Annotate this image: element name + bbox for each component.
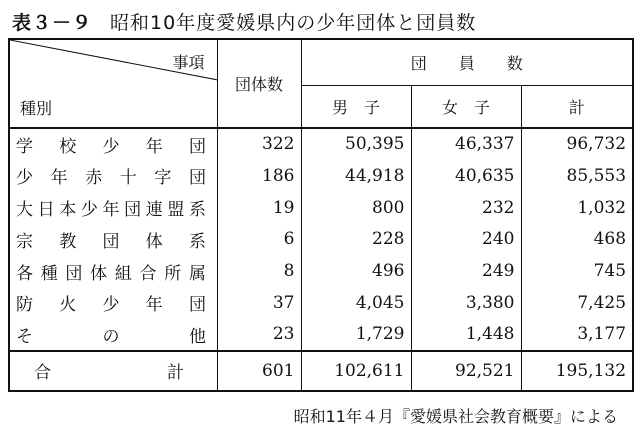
row-label bbox=[9, 128, 217, 160]
header-male-label: 男 子 bbox=[331, 98, 380, 118]
grand-total-value: 195,132 bbox=[521, 351, 633, 391]
header-total-cell bbox=[521, 86, 633, 128]
female-value: 232 bbox=[411, 192, 521, 224]
row-label-text: 大 日 本 少 年 団 連 盟 系 bbox=[16, 200, 206, 221]
total-row-label-text: 合 計 bbox=[34, 363, 184, 384]
total-male-value: 102,611 bbox=[301, 351, 411, 391]
total-value: 7,425 bbox=[521, 287, 633, 319]
row-label bbox=[9, 319, 217, 351]
total-groups-value: 601 bbox=[217, 351, 301, 391]
male-value: 50,395 bbox=[301, 128, 411, 160]
header-members-cell bbox=[301, 39, 633, 86]
groups-value: 37 bbox=[217, 287, 301, 319]
female-value: 40,635 bbox=[411, 160, 521, 192]
male-value: 496 bbox=[301, 255, 411, 287]
row-label-text: 各 種 団 体 組 合 所 属 bbox=[16, 263, 206, 284]
male-value: 800 bbox=[301, 192, 411, 224]
groups-value: 23 bbox=[217, 319, 301, 351]
table-row bbox=[9, 319, 633, 351]
groups-value: 186 bbox=[217, 160, 301, 192]
male-value: 4,045 bbox=[301, 287, 411, 319]
total-value: 96,732 bbox=[521, 128, 633, 160]
table-row bbox=[9, 192, 633, 224]
table-row bbox=[9, 223, 633, 255]
total-value: 85,553 bbox=[521, 160, 633, 192]
row-label bbox=[9, 255, 217, 287]
total-row bbox=[9, 351, 633, 391]
female-value: 249 bbox=[411, 255, 521, 287]
header-item-label: 事項 bbox=[172, 53, 205, 72]
header-groups-cell bbox=[217, 39, 301, 128]
statistics-table bbox=[8, 38, 634, 392]
row-label-text: 少 年 赤 十 字 団 bbox=[16, 168, 206, 189]
groups-value: 19 bbox=[217, 192, 301, 224]
table-row bbox=[9, 128, 633, 160]
header-female-cell bbox=[411, 86, 521, 128]
total-row-label bbox=[9, 351, 217, 391]
table-row bbox=[9, 287, 633, 319]
table-row bbox=[9, 255, 633, 287]
total-female-value: 92,521 bbox=[411, 351, 521, 391]
row-label bbox=[9, 223, 217, 255]
source-note: 昭和11年４月『愛媛県社会教育概要』による bbox=[293, 407, 618, 426]
total-value: 1,032 bbox=[521, 192, 633, 224]
row-label-text: 防 火 少 年 団 bbox=[16, 295, 206, 316]
total-value: 3,177 bbox=[521, 319, 633, 351]
row-label bbox=[9, 287, 217, 319]
row-label bbox=[9, 160, 217, 192]
groups-value: 8 bbox=[217, 255, 301, 287]
groups-value: 6 bbox=[217, 223, 301, 255]
total-value: 745 bbox=[521, 255, 633, 287]
groups-value: 322 bbox=[217, 128, 301, 160]
row-label-text: そ の 他 bbox=[16, 326, 206, 347]
female-value: 1,448 bbox=[411, 319, 521, 351]
header-members-label: 団 員 数 bbox=[410, 54, 523, 74]
table-title bbox=[12, 8, 476, 35]
female-value: 240 bbox=[411, 223, 521, 255]
row-label bbox=[9, 192, 217, 224]
header-groups-label: 団体数 bbox=[234, 75, 283, 95]
male-value: 44,918 bbox=[301, 160, 411, 192]
header-female-label: 女 子 bbox=[441, 98, 490, 118]
male-value: 228 bbox=[301, 223, 411, 255]
table-row bbox=[9, 160, 633, 192]
female-value: 3,380 bbox=[411, 287, 521, 319]
header-total-label: 計 bbox=[568, 98, 585, 118]
header-corner-cell bbox=[9, 39, 217, 128]
header-category-label: 種別 bbox=[20, 99, 53, 119]
table-number: 表３－９ bbox=[12, 12, 93, 34]
header-male-cell bbox=[301, 86, 411, 128]
female-value: 46,337 bbox=[411, 128, 521, 160]
table-title-text: 昭和10年度愛媛県内の少年団体と団員数 bbox=[110, 12, 477, 34]
total-value: 468 bbox=[521, 223, 633, 255]
row-label-text: 学 校 少 年 団 bbox=[16, 136, 206, 157]
male-value: 1,729 bbox=[301, 319, 411, 351]
row-label-text: 宗 教 団 体 系 bbox=[16, 231, 206, 252]
